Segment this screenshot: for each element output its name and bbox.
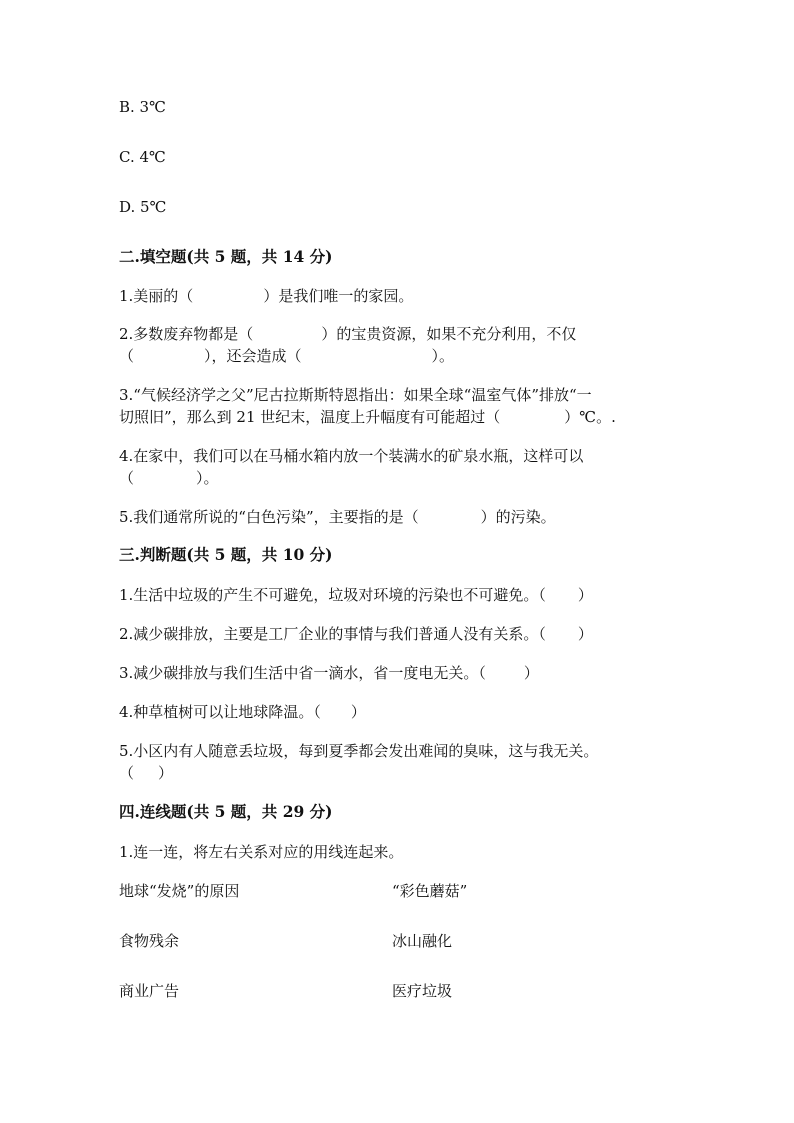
fill-q2-part-d: ），还会造成（	[204, 347, 302, 365]
fill-q2-part-b: ）的宝贵资源，如果不充分利用，不仅	[321, 325, 577, 343]
section-2-title: 二.填空题(共 5 题，共 14 分)	[119, 247, 333, 266]
fill-q2-part-e: ）。	[431, 347, 455, 365]
judge-q1-close: ）	[577, 586, 593, 604]
fill-q3-part-a: 切照旧”，那么到 21 世纪末，温度上升幅度有可能超过（	[119, 408, 501, 426]
fill-q2-part-a: 2.多数废弃物都是（	[119, 325, 254, 343]
judge-q4	[119, 701, 366, 723]
match-q1-instruction: 1.连一连，将左右关系对应的用线连起来。	[119, 843, 404, 861]
match-left-item-3[interactable]: 商业广告	[119, 982, 180, 1000]
fill-q1-part-a: 1.美丽的（	[119, 287, 194, 305]
fill-q3-part-b: ）℃。.	[564, 408, 616, 426]
match-right-item-1[interactable]: “彩色蘑菇”	[392, 882, 468, 900]
fill-q4-part-a: （	[119, 469, 135, 487]
judge-q3-close: ）	[523, 664, 539, 682]
option-b: B. 3℃	[119, 98, 166, 116]
option-c: C. 4℃	[119, 148, 166, 166]
section-3-title: 三.判断题(共 5 题，共 10 分)	[119, 545, 333, 564]
fill-q4-line1: 4.在家中，我们可以在马桶水箱内放一个装满水的矿泉水瓶，这样可以	[119, 447, 584, 465]
match-left-item-2[interactable]: 食物残余	[119, 932, 180, 950]
judge-q4-text: 4.种草植树可以让地球降温。（	[119, 703, 321, 721]
judge-q1	[119, 584, 593, 606]
match-left-item-1[interactable]: 地球“发烧”的原因	[119, 882, 240, 900]
fill-q5-part-b: ）的污染。	[480, 508, 556, 526]
fill-q3-line1: 3.“气候经济学之父”尼古拉斯斯特恩指出：如果全球“温室气体”排放“一	[119, 386, 592, 404]
judge-q5-line1: 5.小区内有人随意丢垃圾，每到夏季都会发出难闻的臭味，这与我无关。	[119, 742, 599, 760]
fill-q5-part-a: 5.我们通常所说的“白色污染”，主要指的是（	[119, 508, 419, 526]
fill-q1	[119, 285, 413, 307]
judge-q5-close: ）	[158, 764, 174, 782]
match-right-item-2[interactable]: 冰山融化	[392, 932, 453, 950]
fill-q2-line1	[119, 323, 576, 345]
fill-q2-line2	[119, 345, 454, 367]
judge-q2-text: 2.减少碳排放，主要是工厂企业的事情与我们普通人没有关系。（	[119, 625, 546, 643]
section-4-title: 四.连线题(共 5 题，共 29 分)	[119, 802, 333, 821]
judge-q4-close: ）	[350, 703, 366, 721]
fill-q4-line2	[119, 467, 219, 489]
option-d: D. 5℃	[119, 198, 167, 216]
fill-q3-line2	[119, 406, 616, 428]
match-right-item-3[interactable]: 医疗垃圾	[392, 982, 453, 1000]
judge-q5-line2	[119, 762, 173, 784]
judge-q1-text: 1.生活中垃圾的产生不可避免，垃圾对环境的污染也不可避免。（	[119, 586, 546, 604]
fill-q5	[119, 506, 556, 528]
judge-q3-text: 3.减少碳排放与我们生活中省一滴水，省一度电无关。（	[119, 664, 486, 682]
judge-q3	[119, 662, 539, 684]
fill-q4-part-b: ）。	[196, 469, 219, 487]
judge-q2	[119, 623, 593, 645]
fill-q2-part-c: （	[119, 347, 135, 365]
fill-q1-part-b: ）是我们唯一的家园。	[263, 287, 414, 305]
judge-q5-open: （	[119, 764, 135, 782]
judge-q2-close: ）	[577, 625, 593, 643]
